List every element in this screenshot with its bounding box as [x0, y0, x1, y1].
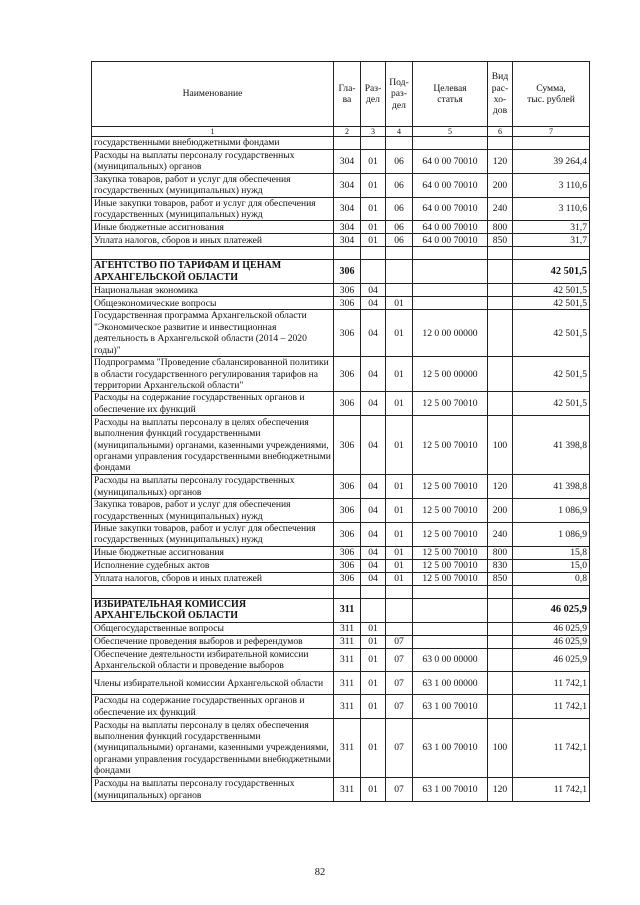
empty-cell — [334, 585, 361, 598]
row-razdel: 04 — [361, 284, 386, 297]
row-glava: 306 — [334, 522, 361, 546]
table-row — [92, 499, 590, 523]
row-celevaya-statya — [413, 260, 488, 284]
row-razdel: 04 — [361, 475, 386, 499]
row-vid-rashodov — [488, 648, 513, 672]
row-podrazdel: 06 — [386, 173, 413, 197]
row-podrazdel: 07 — [386, 648, 413, 672]
row-razdel: 01 — [361, 672, 386, 695]
row-vid-rashodov — [488, 392, 513, 416]
row-celevaya-statya: 63 0 00 00000 — [413, 648, 488, 672]
row-podrazdel — [386, 137, 413, 150]
row-summa: 1 086,9 — [513, 522, 590, 546]
table-row — [92, 695, 590, 719]
row-glava: 311 — [334, 719, 361, 778]
header-podrazdel: Под- раз- дел — [386, 62, 413, 127]
row-vid-rashodov — [488, 635, 513, 648]
empty-cell — [513, 247, 590, 260]
row-celevaya-statya — [413, 598, 488, 622]
row-glava: 311 — [334, 622, 361, 635]
row-vid-rashodov — [488, 695, 513, 719]
row-podrazdel: 01 — [386, 475, 413, 499]
row-name: Расходы на выплаты персоналу государственных (муниципальных) органов — [92, 778, 334, 802]
row-name: Общегосударственные вопросы — [92, 622, 334, 635]
empty-cell — [334, 247, 361, 260]
row-name: Расходы на содержание государственных органов и обеспечение их функций — [92, 392, 334, 416]
empty-cell — [386, 585, 413, 598]
empty-cell — [488, 585, 513, 598]
table-row — [92, 559, 590, 572]
row-name: Общеэкономические вопросы — [92, 297, 334, 310]
row-razdel: 01 — [361, 622, 386, 635]
row-podrazdel: 01 — [386, 572, 413, 585]
table-row — [92, 137, 590, 150]
row-celevaya-statya — [413, 635, 488, 648]
row-name: Обеспечение проведения выборов и референдумов — [92, 635, 334, 648]
row-razdel: 04 — [361, 499, 386, 523]
row-glava: 306 — [334, 297, 361, 310]
row-podrazdel: 01 — [386, 546, 413, 559]
row-celevaya-statya: 12 5 00 70010 — [413, 499, 488, 523]
row-celevaya-statya — [413, 622, 488, 635]
table-row — [92, 546, 590, 559]
row-summa: 3 110,6 — [513, 173, 590, 197]
row-vid-rashodov: 850 — [488, 234, 513, 247]
row-celevaya-statya — [413, 137, 488, 150]
row-name: Уплата налогов, сборов и иных платежей — [92, 234, 334, 247]
row-celevaya-statya: 12 5 00 70010 — [413, 522, 488, 546]
row-celevaya-statya — [413, 297, 488, 310]
row-name: Государственная программа Архангельской области "Экономическое развитие и инвестиционная деятельность в Архангельской области (2014 – 2020 годы)" — [92, 310, 334, 357]
table-row — [92, 197, 590, 221]
row-razdel — [361, 260, 386, 284]
row-vid-rashodov: 850 — [488, 572, 513, 585]
row-razdel: 01 — [361, 635, 386, 648]
row-vid-rashodov — [488, 598, 513, 622]
row-summa: 42 501,5 — [513, 357, 590, 392]
header-vid-rashodov: Вид рас- хо- дов — [488, 62, 513, 127]
row-name: Иные закупки товаров, работ и услуг для обеспечения государственных (муниципальных) нужд — [92, 197, 334, 221]
row-vid-rashodov — [488, 137, 513, 150]
row-vid-rashodov: 800 — [488, 221, 513, 234]
row-razdel: 04 — [361, 297, 386, 310]
table-row — [92, 392, 590, 416]
row-podrazdel: 01 — [386, 310, 413, 357]
row-celevaya-statya: 64 0 00 70010 — [413, 173, 488, 197]
row-razdel: 04 — [361, 522, 386, 546]
table-row — [92, 416, 590, 475]
table-row — [92, 572, 590, 585]
row-name: Исполнение судебных актов — [92, 559, 334, 572]
col-number: 2 — [334, 127, 361, 137]
row-glava: 304 — [334, 150, 361, 174]
table-row — [92, 648, 590, 672]
row-glava: 306 — [334, 572, 361, 585]
row-razdel: 04 — [361, 392, 386, 416]
row-celevaya-statya: 64 0 00 70010 — [413, 150, 488, 174]
row-glava: 311 — [334, 778, 361, 802]
row-podrazdel: 01 — [386, 522, 413, 546]
row-celevaya-statya: 12 5 00 70010 — [413, 475, 488, 499]
row-glava: 306 — [334, 284, 361, 297]
row-glava: 306 — [334, 499, 361, 523]
row-summa: 42 501,5 — [513, 284, 590, 297]
table-row — [92, 475, 590, 499]
row-summa: 42 501,5 — [513, 310, 590, 357]
row-razdel: 01 — [361, 648, 386, 672]
row-glava: 304 — [334, 221, 361, 234]
row-podrazdel: 01 — [386, 559, 413, 572]
row-glava: 306 — [334, 310, 361, 357]
row-name: Члены избирательной комиссии Архангельской области — [92, 672, 334, 695]
row-summa: 15,8 — [513, 546, 590, 559]
row-celevaya-statya: 64 0 00 70010 — [413, 221, 488, 234]
row-glava — [334, 137, 361, 150]
row-celevaya-statya: 12 0 00 00000 — [413, 310, 488, 357]
row-glava: 304 — [334, 197, 361, 221]
col-number: 7 — [513, 127, 590, 137]
col-number: 4 — [386, 127, 413, 137]
row-vid-rashodov — [488, 310, 513, 357]
row-summa: 11 742,1 — [513, 778, 590, 802]
row-summa: 3 110,6 — [513, 197, 590, 221]
empty-cell — [413, 585, 488, 598]
row-celevaya-statya — [413, 284, 488, 297]
row-glava: 304 — [334, 173, 361, 197]
page-number: 82 — [314, 867, 326, 878]
row-podrazdel — [386, 260, 413, 284]
table-row — [92, 622, 590, 635]
row-vid-rashodov: 830 — [488, 559, 513, 572]
spacer-row — [92, 247, 590, 260]
row-razdel — [361, 137, 386, 150]
row-podrazdel: 06 — [386, 150, 413, 174]
row-vid-rashodov — [488, 622, 513, 635]
row-celevaya-statya: 64 0 00 70010 — [413, 197, 488, 221]
row-name: Расходы на содержание государственных органов и обеспечение их функций — [92, 695, 334, 719]
row-summa: 11 742,1 — [513, 695, 590, 719]
row-razdel: 01 — [361, 173, 386, 197]
row-vid-rashodov: 100 — [488, 719, 513, 778]
row-vid-rashodov — [488, 357, 513, 392]
row-name: ИЗБИРАТЕЛЬНАЯ КОМИССИЯ АРХАНГЕЛЬСКОЙ ОБЛАСТИ — [92, 598, 334, 622]
row-name: государственными внебюджетными фондами — [92, 137, 334, 150]
row-glava: 306 — [334, 546, 361, 559]
row-summa: 46 025,9 — [513, 598, 590, 622]
row-glava: 306 — [334, 357, 361, 392]
row-glava: 306 — [334, 475, 361, 499]
row-podrazdel: 01 — [386, 297, 413, 310]
row-summa: 46 025,9 — [513, 648, 590, 672]
row-name: Иные закупки товаров, работ и услуг для обеспечения государственных (муниципальных) нужд — [92, 522, 334, 546]
row-podrazdel: 01 — [386, 392, 413, 416]
row-vid-rashodov: 120 — [488, 150, 513, 174]
row-podrazdel — [386, 622, 413, 635]
table-row — [92, 173, 590, 197]
row-celevaya-statya: 12 5 00 70010 — [413, 572, 488, 585]
empty-cell — [488, 247, 513, 260]
table-row — [92, 234, 590, 247]
row-summa: 31,7 — [513, 234, 590, 247]
table-header — [92, 62, 590, 137]
row-summa: 0,8 — [513, 572, 590, 585]
row-celevaya-statya: 12 5 00 70010 — [413, 559, 488, 572]
row-razdel: 04 — [361, 572, 386, 585]
row-razdel: 04 — [361, 559, 386, 572]
row-name: Закупка товаров, работ и услуг для обеспечения государственных (муниципальных) нужд — [92, 499, 334, 523]
row-podrazdel: 07 — [386, 672, 413, 695]
row-glava: 311 — [334, 672, 361, 695]
row-glava: 304 — [334, 234, 361, 247]
row-podrazdel: 07 — [386, 635, 413, 648]
row-razdel: 01 — [361, 695, 386, 719]
row-podrazdel: 07 — [386, 695, 413, 719]
row-glava: 306 — [334, 260, 361, 284]
row-podrazdel: 06 — [386, 234, 413, 247]
row-name: Уплата налогов, сборов и иных платежей — [92, 572, 334, 585]
row-podrazdel — [386, 284, 413, 297]
empty-cell — [513, 585, 590, 598]
row-summa: 42 501,5 — [513, 297, 590, 310]
section-header-row — [92, 260, 590, 284]
header-summa: Сумма, тыс. рублей — [513, 62, 590, 127]
row-razdel: 01 — [361, 719, 386, 778]
row-celevaya-statya: 63 1 00 70010 — [413, 719, 488, 778]
row-summa: 15,0 — [513, 559, 590, 572]
row-razdel — [361, 598, 386, 622]
table-row — [92, 719, 590, 778]
row-name: Расходы на выплаты персоналу в целях обеспечения выполнения функций государственными (муниципальными) органами, казенными учреждениями, органами управления государственными внебюджетными фондами — [92, 416, 334, 475]
table-row — [92, 672, 590, 695]
row-podrazdel — [386, 598, 413, 622]
empty-cell — [386, 247, 413, 260]
column-number-row — [92, 127, 590, 137]
row-podrazdel: 07 — [386, 719, 413, 778]
row-razdel: 04 — [361, 357, 386, 392]
row-glava: 306 — [334, 416, 361, 475]
row-podrazdel: 06 — [386, 197, 413, 221]
table-row — [92, 635, 590, 648]
header-glava: Гла- ва — [334, 62, 361, 127]
col-number: 5 — [413, 127, 488, 137]
table-row — [92, 297, 590, 310]
row-name: Иные бюджетные ассигнования — [92, 221, 334, 234]
row-razdel: 04 — [361, 416, 386, 475]
row-celevaya-statya: 64 0 00 70010 — [413, 234, 488, 247]
row-razdel: 01 — [361, 234, 386, 247]
section-header-row — [92, 598, 590, 622]
row-glava: 311 — [334, 695, 361, 719]
row-summa: 39 264,4 — [513, 150, 590, 174]
row-razdel: 04 — [361, 546, 386, 559]
row-celevaya-statya: 12 5 00 70010 — [413, 546, 488, 559]
header-celevaya-statya: Целевая статья — [413, 62, 488, 127]
row-vid-rashodov: 240 — [488, 197, 513, 221]
row-summa: 11 742,1 — [513, 672, 590, 695]
spacer-row — [92, 585, 590, 598]
row-glava: 306 — [334, 392, 361, 416]
header-razdel: Раз- дел — [361, 62, 386, 127]
row-name: Подпрограмма "Проведение сбалансированной политики в области государственного регулирования тарифов на территории Архангельской области" — [92, 357, 334, 392]
row-vid-rashodov — [488, 260, 513, 284]
empty-cell — [361, 585, 386, 598]
row-celevaya-statya: 12 5 00 00000 — [413, 357, 488, 392]
row-summa: 41 398,8 — [513, 416, 590, 475]
row-podrazdel: 01 — [386, 416, 413, 475]
row-name: Национальная экономика — [92, 284, 334, 297]
table-row — [92, 150, 590, 174]
row-summa: 41 398,8 — [513, 475, 590, 499]
row-celevaya-statya: 63 1 00 70010 — [413, 778, 488, 802]
table-row — [92, 310, 590, 357]
row-glava: 306 — [334, 559, 361, 572]
row-vid-rashodov: 120 — [488, 475, 513, 499]
row-name: Расходы на выплаты персоналу государственных (муниципальных) органов — [92, 150, 334, 174]
row-vid-rashodov: 200 — [488, 499, 513, 523]
table-row — [92, 778, 590, 802]
row-razdel: 04 — [361, 310, 386, 357]
row-podrazdel: 01 — [386, 357, 413, 392]
row-glava: 311 — [334, 635, 361, 648]
row-vid-rashodov — [488, 284, 513, 297]
row-summa: 46 025,9 — [513, 635, 590, 648]
table-row — [92, 221, 590, 234]
row-vid-rashodov: 120 — [488, 778, 513, 802]
row-vid-rashodov — [488, 672, 513, 695]
row-razdel: 01 — [361, 197, 386, 221]
row-vid-rashodov: 100 — [488, 416, 513, 475]
row-podrazdel: 01 — [386, 499, 413, 523]
row-summa: 11 742,1 — [513, 719, 590, 778]
row-summa: 1 086,9 — [513, 499, 590, 523]
table-body — [92, 137, 590, 802]
row-vid-rashodov: 240 — [488, 522, 513, 546]
row-podrazdel: 06 — [386, 221, 413, 234]
row-summa: 46 025,9 — [513, 622, 590, 635]
col-number: 3 — [361, 127, 386, 137]
empty-cell — [361, 247, 386, 260]
header-name: Наименование — [92, 62, 334, 127]
row-celevaya-statya: 63 1 00 00000 — [413, 672, 488, 695]
col-number: 1 — [92, 127, 334, 137]
row-razdel: 01 — [361, 150, 386, 174]
col-number: 6 — [488, 127, 513, 137]
row-podrazdel: 07 — [386, 778, 413, 802]
row-name: Закупка товаров, работ и услуг для обеспечения государственных (муниципальных) нужд — [92, 173, 334, 197]
row-vid-rashodov: 800 — [488, 546, 513, 559]
row-summa — [513, 137, 590, 150]
row-razdel: 01 — [361, 221, 386, 234]
row-celevaya-statya: 12 5 00 70010 — [413, 392, 488, 416]
empty-cell — [92, 585, 334, 598]
row-vid-rashodov — [488, 297, 513, 310]
empty-cell — [413, 247, 488, 260]
table-row — [92, 522, 590, 546]
table-row — [92, 357, 590, 392]
row-name: Иные бюджетные ассигнования — [92, 546, 334, 559]
row-name: Расходы на выплаты персоналу в целях обеспечения выполнения функций государственными (муниципальными) органами, казенными учреждениями, органами управления государственными внебюджетными фондами — [92, 719, 334, 778]
row-celevaya-statya: 12 5 00 70010 — [413, 416, 488, 475]
row-celevaya-statya: 63 1 00 70010 — [413, 695, 488, 719]
row-vid-rashodov: 200 — [488, 173, 513, 197]
row-glava: 311 — [334, 648, 361, 672]
empty-cell — [92, 247, 334, 260]
row-summa: 42 501,5 — [513, 392, 590, 416]
row-summa: 31,7 — [513, 221, 590, 234]
row-razdel: 01 — [361, 778, 386, 802]
row-name: Расходы на выплаты персоналу государственных (муниципальных) органов — [92, 475, 334, 499]
row-name: Обеспечение деятельности избирательной комиссии Архангельской области и проведение выборов — [92, 648, 334, 672]
row-name: АГЕНТСТВО ПО ТАРИФАМ И ЦЕНАМ АРХАНГЕЛЬСКОЙ ОБЛАСТИ — [92, 260, 334, 284]
row-glava: 311 — [334, 598, 361, 622]
row-summa: 42 501,5 — [513, 260, 590, 284]
table-row — [92, 284, 590, 297]
budget-table — [91, 61, 590, 802]
